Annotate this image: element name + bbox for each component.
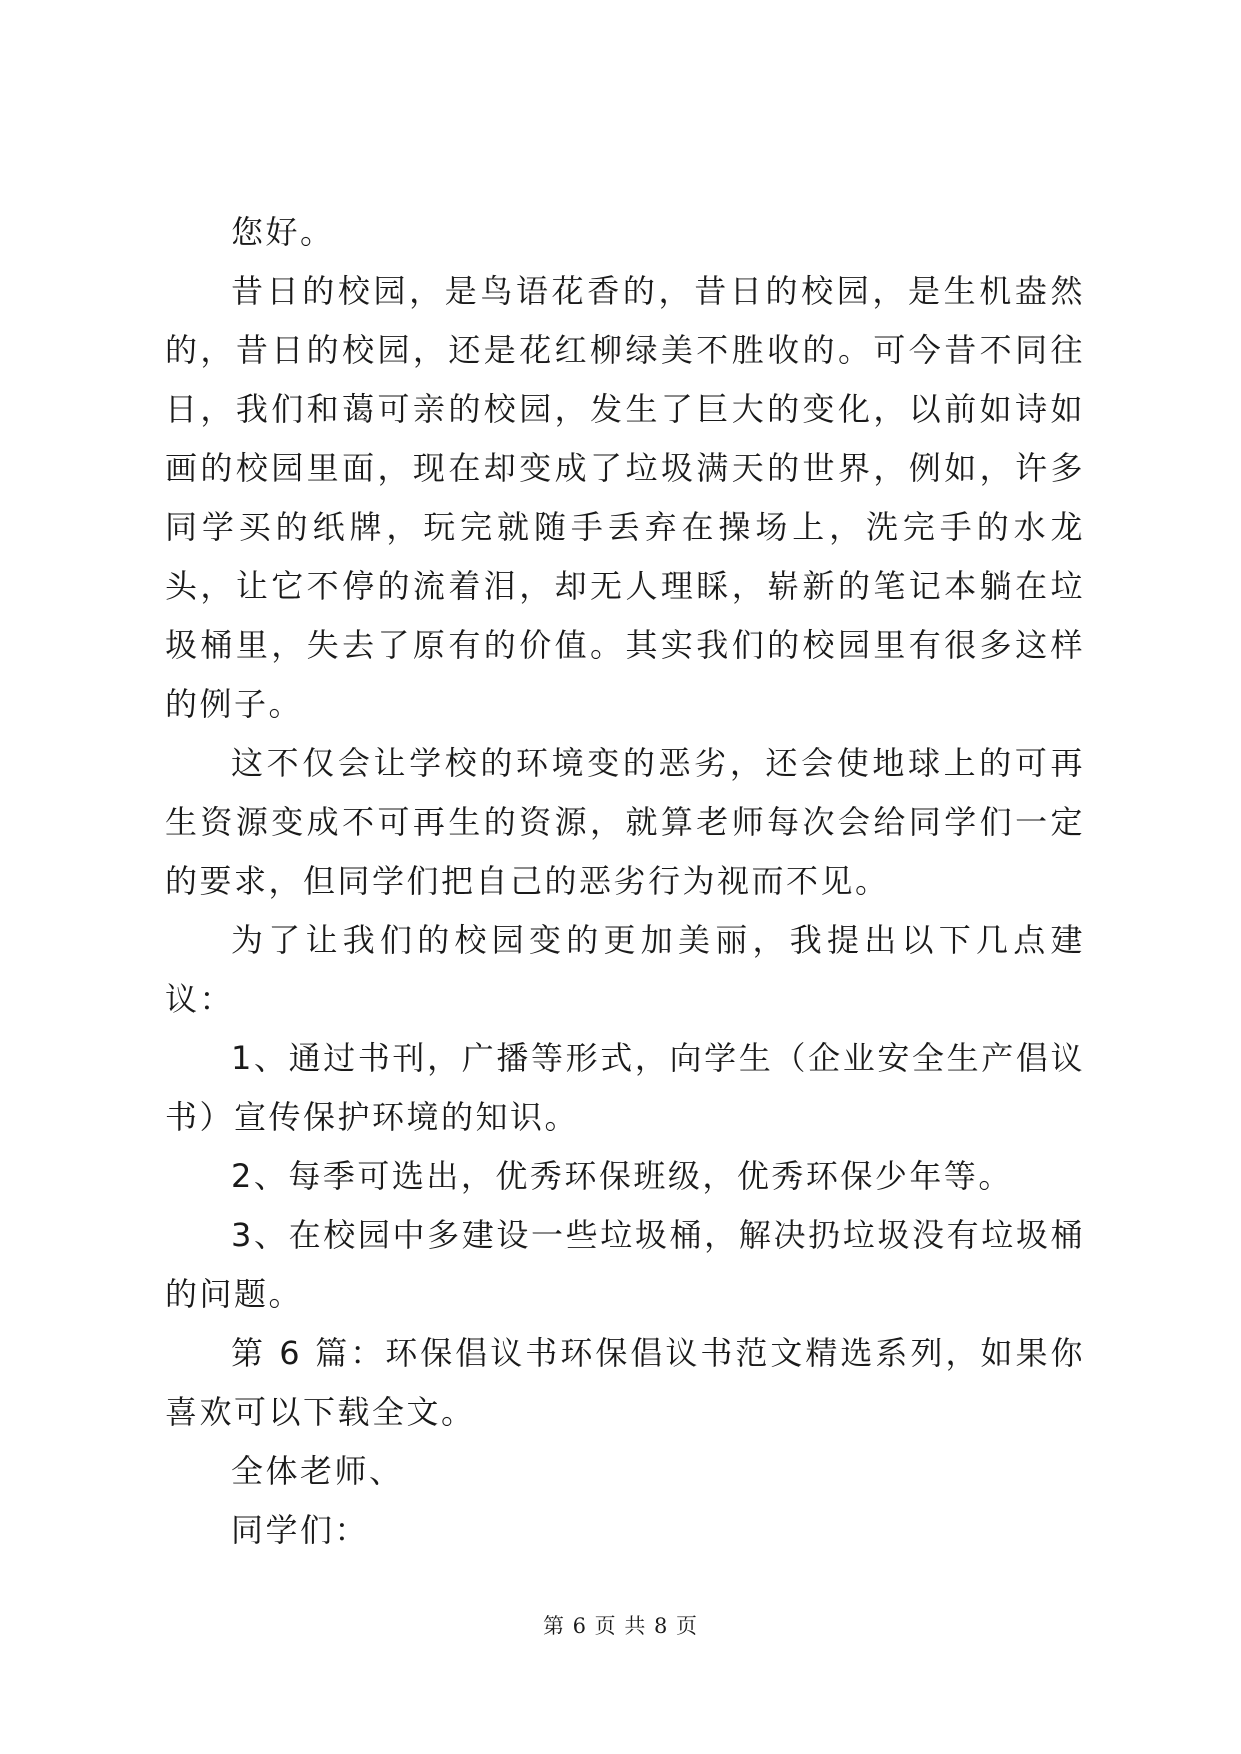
paragraph-salutation-teachers: 全体老师、 (231, 1452, 404, 1490)
paragraph-suggestion-3: 3、在校园中多建设一些垃圾桶，解决扔垃圾没有垃圾桶的问题。 (165, 1216, 1085, 1313)
paragraph-suggestion-1: 1、通过书刊，广播等形式，向学生（企业安全生产倡议书）宣传保护环境的知识。 (165, 1039, 1085, 1136)
paragraph-section-6-heading: 第 6 篇：环保倡议书环保倡议书范文精选系列，如果你喜欢可以下载全文。 (165, 1334, 1085, 1431)
paragraph-greeting: 您好。 (231, 213, 335, 251)
page-number-footer: 第 6 页 共 8 页 (542, 1614, 699, 1638)
paragraph-salutation-students: 同学们： (231, 1511, 370, 1549)
paragraph-suggestions-intro: 为了让我们的校园变的更加美丽，我提出以下几点建议： (165, 921, 1085, 1018)
document-body (165, 203, 1085, 1560)
paragraph-environment-harm: 这不仅会让学校的环境变的恶劣，还会使地球上的可再生资源变成不可再生的资源，就算老师每次会给同学们一定的要求，但同学们把自己的恶劣行为视而不见。 (165, 744, 1085, 900)
paragraph-suggestion-2: 2、每季可选出，优秀环保班级，优秀环保少年等。 (231, 1157, 1013, 1195)
paragraph-campus-past: 昔日的校园，是鸟语花香的，昔日的校园，是生机盎然的，昔日的校园，还是花红柳绿美不胜收的。可今昔不同往日，我们和蔼可亲的校园，发生了巨大的变化，以前如诗如画的校园里面，现在却变成了垃圾满天的世界，例如，许多同学买的纸牌，玩完就随手丢弃在操场上，洗完手的水龙头，让它不停的流着泪，却无人理睬，崭新的笔记本躺在垃圾桶里，失去了原有的价值。其实我们的校园里有很多这样的例子。 (165, 272, 1085, 723)
